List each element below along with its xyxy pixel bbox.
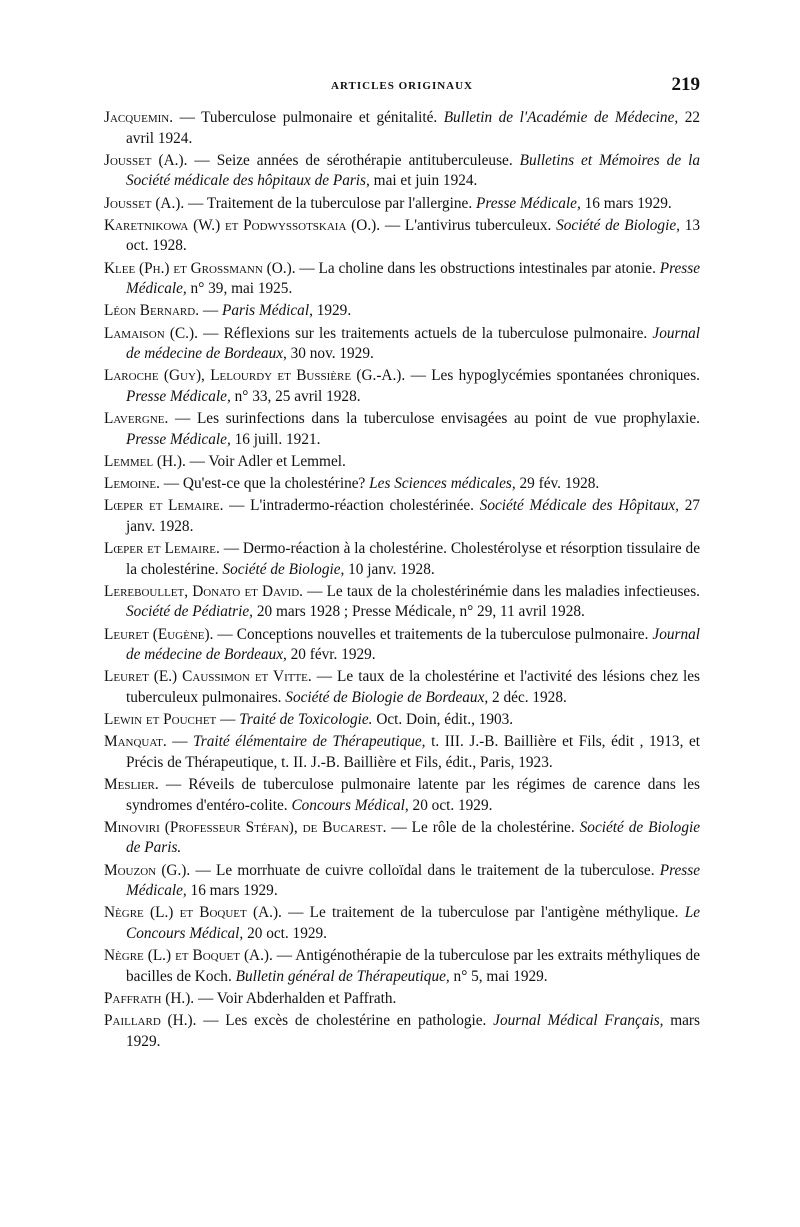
entry-text: — Seize années de sérothérapie antituberculeuse. xyxy=(187,151,520,169)
entry-journal: Concours Médical, xyxy=(291,796,409,814)
entry-text: — Le traitement de la tuberculose par l'antigène méthylique. xyxy=(281,904,685,922)
entry-text: — Les surinfections dans la tuberculose envisagées au point de vue prophylaxie. xyxy=(168,410,700,428)
entry-author: Jacquemin. xyxy=(104,109,174,126)
entry-journal: Traité élémentaire de Thérapeutique, xyxy=(193,733,426,751)
entry-journal: Société de Biologie, xyxy=(222,560,345,578)
entry-author: Lereboullet, Donato et David. xyxy=(104,582,303,600)
bibliography-entry xyxy=(104,216,700,257)
entry-details: 1929. xyxy=(312,302,352,320)
page-header xyxy=(104,74,700,94)
entry-text: — Conceptions nouvelles et traitements de la tuberculose pulmonaire. xyxy=(213,625,653,643)
bibliography-entry xyxy=(104,259,700,300)
entry-details: Oct. Doin, édit., 1903. xyxy=(372,711,514,729)
entry-details: 16 juill. 1921. xyxy=(230,430,321,448)
page xyxy=(104,74,700,1054)
bibliography-entry xyxy=(104,667,700,708)
entry-journal: Journal de médecine de Bordeaux, xyxy=(126,625,700,664)
bibliography-entry xyxy=(104,409,700,450)
entry-author: Lamaison (C.). xyxy=(104,324,198,342)
bibliography-entry xyxy=(104,625,700,666)
entry-text: — La choline dans les obstructions intestinales par atonie. xyxy=(295,259,660,277)
bibliography-entry xyxy=(104,903,700,944)
running-title: ARTICLES ORIGINAUX xyxy=(331,80,473,92)
entry-details: mars 1929. xyxy=(126,1012,700,1050)
entry-text: — Le rôle de la cholestérine. xyxy=(386,818,580,836)
entry-text: — Réveils de tuberculose pulmonaire latente par les régimes de carence dans les syndromes d'entéro-colite. xyxy=(126,776,700,814)
entry-text: — Réflexions sur les traitements actuels de la tuberculose pulmonaire. xyxy=(197,324,653,342)
bibliography-entry xyxy=(104,108,700,149)
entry-details: n° 5, mai 1929. xyxy=(449,967,548,985)
entry-text: — Tuberculose pulmonaire et génitalité. xyxy=(173,109,444,126)
entry-details: n° 39, mai 1925. xyxy=(186,280,293,298)
entry-journal: Société de Biologie de Paris. xyxy=(126,818,701,857)
entry-details: 16 mars 1929. xyxy=(186,882,278,900)
bibliography-entry xyxy=(104,710,700,731)
bibliography-entry xyxy=(104,194,700,215)
entry-text: — L'antivirus tuberculeux. xyxy=(380,216,557,234)
entry-journal: Presse Médicale, xyxy=(126,861,700,900)
entry-text: — Le taux de la cholestérinémie dans les maladies infectieuses. xyxy=(303,582,700,600)
entry-author: Leuret (E.) Caussimon et Vitte. xyxy=(104,668,312,686)
entry-text: — Qu'est-ce que la cholestérine? xyxy=(159,475,370,493)
bibliography-entry xyxy=(104,366,700,407)
entry-journal: Société Médicale des Hôpitaux, xyxy=(479,497,679,515)
bibliography-entry xyxy=(104,582,700,623)
entry-text: — Voir Adler et Lemmel. xyxy=(185,452,346,470)
entry-author: Nègre (L.) et Boquet (A.). xyxy=(104,947,273,965)
entry-details: 20 févr. 1929. xyxy=(286,646,376,664)
entry-text: — L'intradermo-réaction cholestérinée. xyxy=(223,497,480,515)
entry-author: Minoviri (Professeur Stéfan), de Bucarest. xyxy=(104,818,387,836)
entry-details: 27 janv. 1928. xyxy=(126,497,700,535)
bibliography-entry xyxy=(104,301,700,322)
bibliography-entry xyxy=(104,151,700,192)
bibliography-entry xyxy=(104,452,700,473)
entry-text: — xyxy=(166,733,194,751)
entry-author: Meslier. xyxy=(104,776,159,794)
entry-journal: Société de Pédiatrie, xyxy=(126,603,253,621)
bibliography-list xyxy=(104,108,700,1052)
entry-details: mai et juin 1924. xyxy=(369,172,478,190)
entry-details: 20 oct. 1929. xyxy=(243,925,327,943)
bibliography-entry xyxy=(104,818,700,859)
entry-details: n° 33, 25 avril 1928. xyxy=(230,387,361,405)
entry-text: — Les hypoglycémies spontanées chroniques. xyxy=(405,367,700,385)
entry-author: Mouzon (G.). xyxy=(104,861,191,879)
entry-author: Lemmel (H.). xyxy=(104,452,186,470)
entry-journal: Bulletin de l'Académie de Médecine, xyxy=(443,109,679,126)
entry-author: Jousset (A.). xyxy=(104,151,188,169)
entry-journal: Bulletins et Mémoires de la Société médicale des hôpitaux de Paris, xyxy=(126,151,700,190)
entry-details: 20 mars 1928 ; Presse Médicale, n° 29, 11 avril 1928. xyxy=(253,603,585,621)
entry-author: Manquat. xyxy=(104,733,167,751)
bibliography-entry xyxy=(104,1011,700,1052)
entry-journal: Journal Médical Français, xyxy=(493,1012,664,1030)
entry-text: — xyxy=(216,711,240,729)
entry-text: — Le morrhuate de cuivre colloïdal dans le traitement de la tuberculose. xyxy=(190,861,660,879)
entry-text: — Antigénothérapie de la tuberculose par les extraits méthyliques de bacilles de Koch. xyxy=(126,947,700,985)
bibliography-entry xyxy=(104,496,700,537)
entry-author: Klee (Ph.) et Grossmann (O.). xyxy=(104,259,296,277)
entry-journal: Les Sciences médicales, xyxy=(369,475,516,493)
entry-journal: Presse Médicale, xyxy=(126,430,231,448)
entry-author: Karetnikowa (W.) et Podwyssotskaia (O.). xyxy=(104,216,381,234)
entry-journal: Presse Médicale, xyxy=(126,259,700,298)
entry-author: Lœper et Lemaire. xyxy=(104,540,220,557)
entry-journal: Journal de médecine de Bordeaux, xyxy=(126,324,701,363)
bibliography-entry xyxy=(104,474,700,495)
bibliography-entry xyxy=(104,861,700,902)
entry-journal: Presse Médicale, xyxy=(126,387,231,405)
entry-text: — Les excès de cholestérine en pathologie. xyxy=(196,1012,494,1030)
entry-author: Jousset (A.). xyxy=(104,194,185,212)
bibliography-entry xyxy=(104,324,700,365)
bibliography-entry xyxy=(104,946,700,987)
entry-details: 2 déc. 1928. xyxy=(488,688,567,706)
entry-details: 16 mars 1929. xyxy=(580,194,672,212)
entry-text: — xyxy=(199,302,222,320)
entry-journal: Société de Biologie de Bordeaux, xyxy=(285,688,489,706)
entry-author: Nègre (L.) et Boquet (A.). xyxy=(104,904,282,922)
entry-journal: Presse Médicale, xyxy=(476,194,581,212)
entry-author: Lewin et Pouchet xyxy=(104,711,217,729)
entry-author: Léon Bernard. xyxy=(104,302,200,320)
bibliography-entry xyxy=(104,732,700,773)
entry-details: t. III. J.-B. Baillière et Fils, édit , 1913, et Précis de Thérapeutique, t. II. J.-B. Baillière et Fils, édit., Paris, 1923. xyxy=(126,733,700,771)
entry-text: — Le taux de la cholestérine et l'activité des lésions chez les tuberculeux pulmonaires. xyxy=(126,668,700,706)
entry-details: 29 fév. 1928. xyxy=(515,475,600,493)
entry-journal: Le Concours Médical, xyxy=(126,904,700,943)
entry-text: — Dermo-réaction à la cholestérine. Cholestérolyse et résorption tissulaire de la cholestérine. xyxy=(126,540,700,578)
entry-text: — Traitement de la tuberculose par l'allergine. xyxy=(184,194,476,212)
entry-details: 13 oct. 1928. xyxy=(126,216,701,255)
bibliography-entry xyxy=(104,989,700,1010)
entry-journal: Traité de Toxicologie. xyxy=(239,711,373,729)
entry-author: Paillard (H.). xyxy=(104,1012,197,1030)
bibliography-entry xyxy=(104,539,700,580)
entry-journal: Société de Biologie, xyxy=(556,216,680,234)
entry-author: Leuret (Eugène). xyxy=(104,625,214,643)
entry-author: Lœper et Lemaire. xyxy=(104,497,224,515)
entry-author: Paffrath (H.). xyxy=(104,990,195,1007)
entry-details: 10 janv. 1928. xyxy=(344,560,435,578)
entry-text: — Voir Abderhalden et Paffrath. xyxy=(194,990,397,1007)
entry-journal: Bulletin général de Thérapeutique, xyxy=(235,967,450,985)
entry-author: Lemoine. xyxy=(104,475,160,493)
entry-details: 22 avril 1924. xyxy=(126,109,701,147)
entry-details: 30 nov. 1929. xyxy=(286,345,374,363)
bibliography-entry xyxy=(104,775,700,816)
entry-details: 20 oct. 1929. xyxy=(408,796,493,814)
entry-author: Lavergne. xyxy=(104,410,169,428)
entry-author: Laroche (Guy), Lelourdy et Bussière (G.-A.). xyxy=(104,367,406,385)
page-number: 219 xyxy=(671,74,700,95)
entry-journal: Paris Médical, xyxy=(221,302,313,320)
